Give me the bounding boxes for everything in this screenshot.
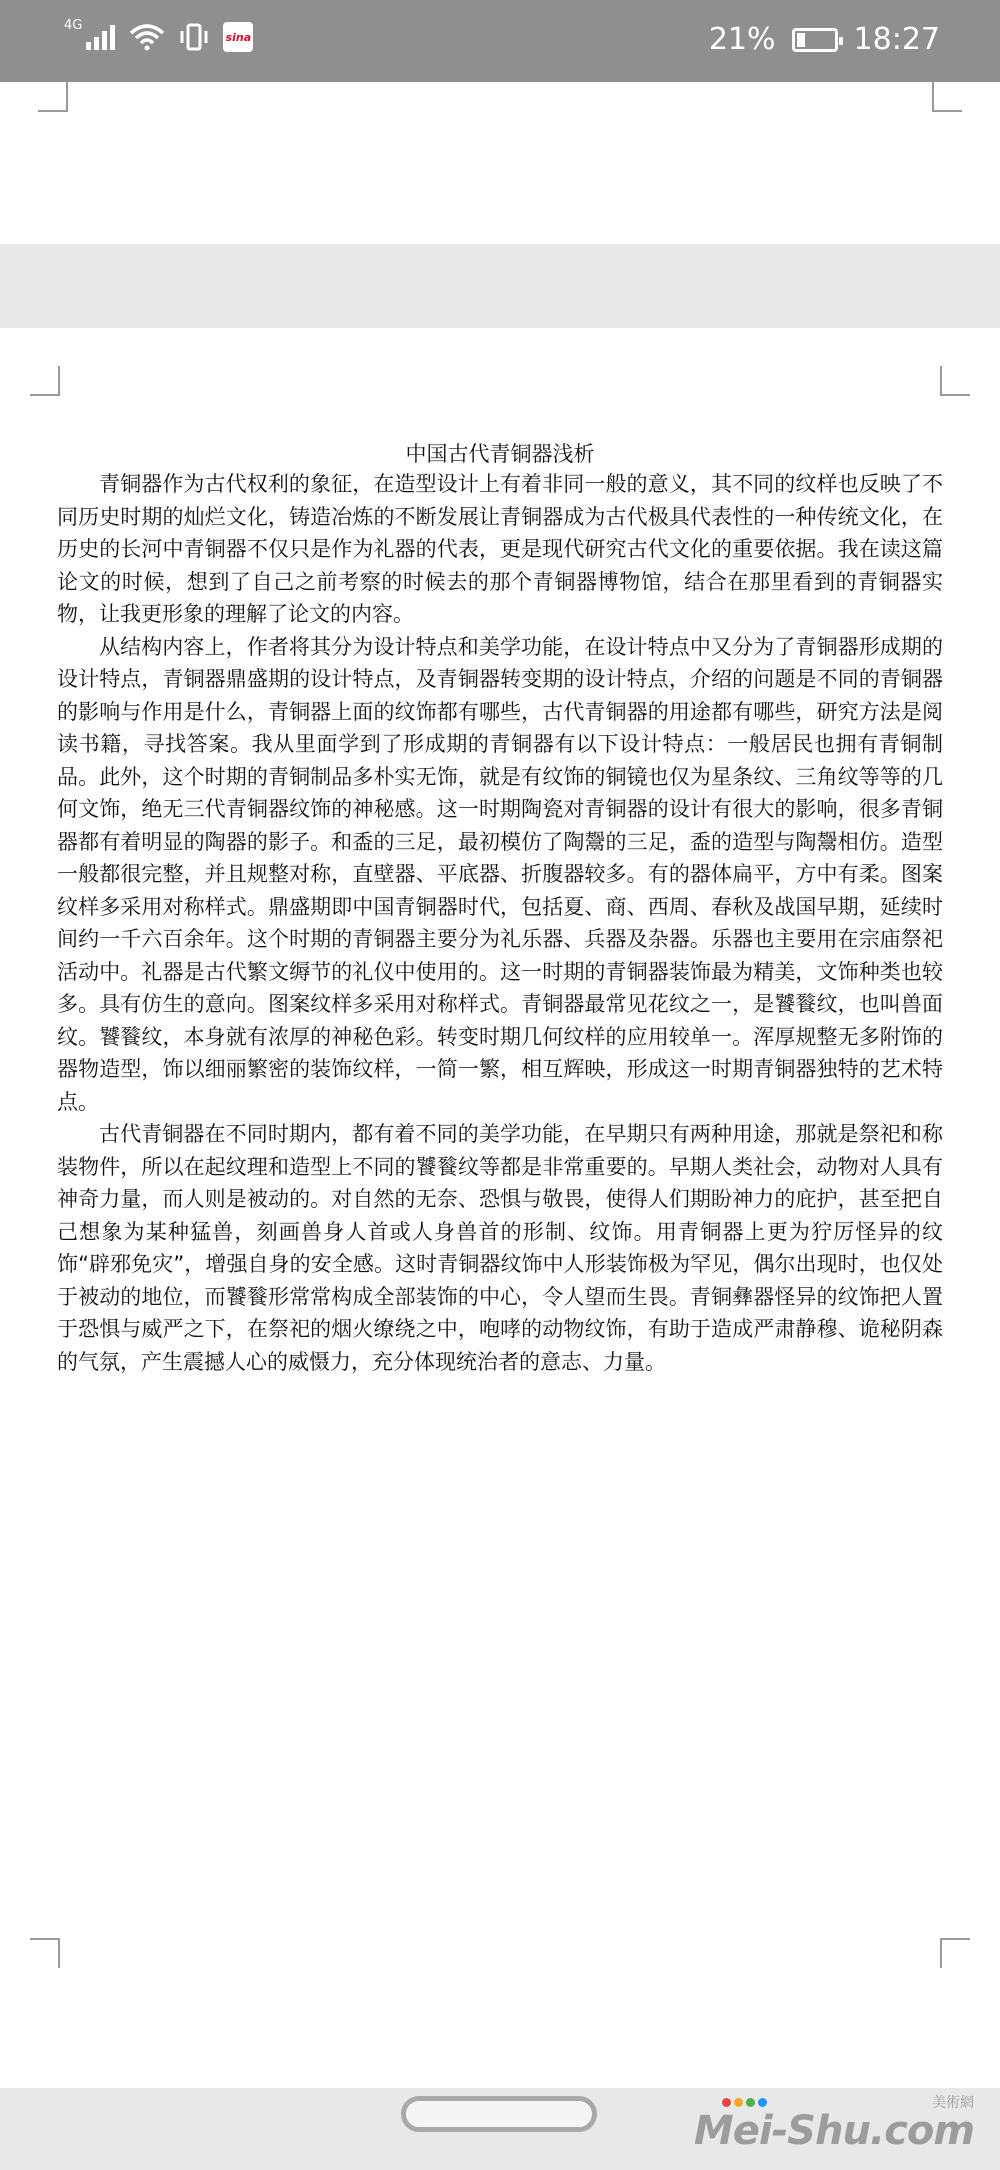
status-bar xyxy=(0,0,1000,82)
status-left-group xyxy=(64,17,253,52)
page-corner-mark xyxy=(38,82,68,112)
logo-dot xyxy=(758,2098,767,2107)
page-corner-mark xyxy=(30,1938,60,1968)
page-corner-mark xyxy=(30,366,60,396)
signal-icon xyxy=(86,24,115,50)
sina-weibo-icon: sina xyxy=(223,22,253,52)
paragraph: 青铜器作为古代权利的象征，在造型设计上有着非同一般的意义，其不同的纹样也反映了不同历史时期的灿烂文化，铸造冶炼的不断发展让青铜器成为古代极具代表性的一种传统文化，在历史的长河中青铜器不仅只是作为礼器的代表，更是现代研究古代文化的重要依据。我在读这篇论文的时候，想到了自己之前考察的时候去的那个青铜器博物馆，结合在那里看到的青铜器实物，让我更形象的理解了论文的内容。 xyxy=(57,472,943,626)
clock-time: 18:27 xyxy=(853,22,940,57)
document-page[interactable] xyxy=(0,328,1000,2088)
previous-page xyxy=(0,82,1000,244)
document-title: 中国古代青铜器浅析 xyxy=(405,442,595,466)
battery-icon xyxy=(792,28,838,52)
vibrate-icon xyxy=(179,22,209,52)
paragraph: 古代青铜器在不同时期内，都有着不同的美学功能，在早期只有两种用途，那就是祭祀和称装物件，所以在起纹理和造型上不同的饕餮纹等都是非常重要的。早期人类社会，动物对人具有神奇力量，而人则是被动的。对自然的无奈、恐惧与敬畏，使得人们期盼神力的庇护，甚至把自己想象为某种猛兽，刻画兽身人首或人身兽首的形制、纹饰。用青铜器上更为狞厉怪异的纹饰“辟邪免灾”，增强自身的安全感。这时青铜器纹饰中人形装饰极为罕见，偶尔出现时，也仅处于被动的地位，而饕餮形常常构成全部装饰的中心，令人望而生畏。青铜彝器怪异的纹饰把人置于恐惧与威严之下，在祭祀的烟火缭绕之中，咆哮的动物纹饰，有助于造成严肃静穆、诡秘阴森的气氛，产生震撼人心的威慑力，充分体现统治者的意志、力量。 xyxy=(57,1122,943,1374)
battery-fill xyxy=(797,33,805,47)
wifi-icon xyxy=(129,23,165,51)
page-corner-mark xyxy=(932,82,962,112)
home-gesture-bar[interactable] xyxy=(401,2096,597,2132)
logo-dot xyxy=(746,2098,755,2107)
page-corner-mark xyxy=(940,1938,970,1968)
logo-dots-icon xyxy=(722,2098,767,2107)
logo-dot xyxy=(734,2098,743,2107)
battery-percent: 21% xyxy=(708,22,776,57)
network-type-label: 4G xyxy=(64,17,83,33)
logo-dot xyxy=(722,2098,731,2107)
watermark-subtitle: 美術網 xyxy=(932,2095,974,2111)
mei-shu-watermark-logo xyxy=(693,2095,974,2154)
page-corner-mark xyxy=(940,366,970,396)
status-right-group xyxy=(709,22,940,57)
document-body xyxy=(57,468,943,1378)
watermark-brand: Mei-Shu.com xyxy=(693,2108,974,2154)
paragraph: 从结构内容上，作者将其分为设计特点和美学功能，在设计特点中又分为了青铜器形成期的设计特点，青铜器鼎盛期的设计特点，及青铜器转变期的设计特点，介绍的问题是不同的青铜器的影响与作用是什么，青铜器上面的纹饰都有哪些，古代青铜器的用途都有哪些，研究方法是阅读书籍，寻找答案。我从里面学到了形成期的青铜器有以下设计特点：一般居民也拥有青铜制品。此外，这个时期的青铜制品多朴实无饰，就是有纹饰的铜镜也仅为星条纹、三角纹等等的几何文饰，绝无三代青铜器纹饰的神秘感。这一时期陶瓷对青铜器的设计有很大的影响，很多青铜器都有着明显的陶器的影子。和盉的三足，最初模仿了陶鬶的三足，盉的造型与陶鬶相仿。造型一般都很完整，并且规整对称，直壁器、平底器、折腹器较多。有的器体扁平，方中有柔。图案纹样多采用对称样式。鼎盛期即中国青铜器时代，包括夏、商、西周、春秋及战国早期，延续时间约一千六百余年。这个时期的青铜器主要分为礼乐器、兵器及杂器。乐器也主要用在宗庙祭祀活动中。礼器是古代繁文缛节的礼仪中使用的。这一时期的青铜器装饰最为精美，文饰种类也较多。具有仿生的意向。图案纹样多采用对称样式。青铜器最常见花纹之一，是饕餮纹，也叫兽面纹。饕餮纹，本身就有浓厚的神秘色彩。转变时期几何纹样的应用较单一。浑厚规整无多附饰的器物造型，饰以细丽繁密的装饰纹样，一简一繁，相互辉映，形成这一时期青铜器独特的艺术特点。 xyxy=(57,634,943,1114)
